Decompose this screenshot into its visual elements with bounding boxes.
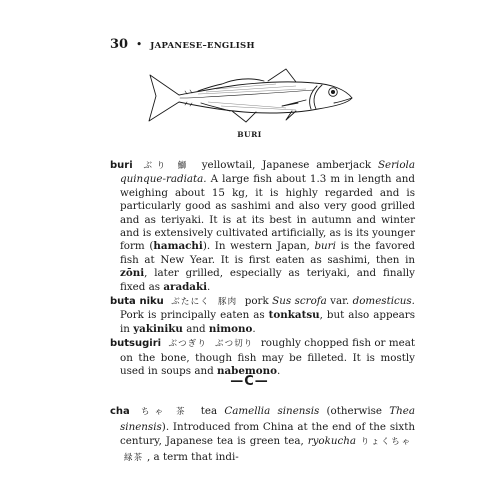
definition-text: , but also appears in bbox=[120, 309, 415, 335]
italic-term: ryokucha bbox=[307, 435, 357, 448]
definition-text: . bbox=[252, 322, 256, 335]
definition-text: ). Introduced from China at the end of the sixth century, Japanese tea is green tea, bbox=[120, 420, 415, 448]
definition-text: (otherwise bbox=[319, 405, 390, 417]
definition-text: , a term that indi- bbox=[147, 450, 239, 463]
definition-text: , later grilled, especially as teriyaki, and finally fixed as bbox=[120, 267, 415, 293]
kanji: 豚肉 bbox=[217, 297, 238, 308]
kanji: ぶつ切り bbox=[214, 339, 254, 350]
kana: ちゃ bbox=[141, 407, 168, 417]
definition-text: . bbox=[277, 365, 281, 378]
page-number: 30 bbox=[110, 37, 129, 52]
section-heading: —C— bbox=[230, 374, 269, 389]
entry-buta-niku bbox=[110, 295, 415, 336]
definition-text: Pork is principally eaten as bbox=[120, 309, 269, 322]
scientific-name: Seriola quinque-radiata. bbox=[120, 159, 415, 186]
scientific-name: Thea sinensis bbox=[120, 405, 415, 433]
cross-reference: hamachi bbox=[153, 240, 203, 253]
header-separator: • bbox=[135, 38, 143, 51]
buri-fish-illustration bbox=[146, 62, 358, 132]
definition-text: A large fish about 1.3 m in length and weighing about 15 kg, it is highly regarded and is particularly good as sashimi and also very good grilled and as teriyaki. It is at its best in autumn and winter and is extensively cultivated artificially, as is its younger form ( bbox=[120, 173, 415, 253]
entry-list-c bbox=[110, 404, 415, 465]
kanji: 鰤 bbox=[177, 161, 191, 171]
definition-text: and bbox=[182, 322, 209, 335]
headword: buta niku bbox=[110, 296, 164, 308]
running-header bbox=[110, 37, 255, 52]
entry-list bbox=[110, 159, 415, 379]
scientific-name: Sus scrofa bbox=[272, 295, 327, 308]
definition-text: yellowtail, Japanese amberjack bbox=[194, 159, 378, 171]
headword: butsugiri bbox=[110, 338, 162, 350]
definition-text: pork bbox=[241, 295, 273, 308]
kana: ぶたにく bbox=[171, 297, 210, 308]
cross-reference: aradaki bbox=[163, 280, 208, 293]
definition-text: var. bbox=[326, 295, 353, 308]
scientific-name: domesticus. bbox=[352, 295, 415, 308]
cross-reference: nimono bbox=[208, 322, 253, 335]
entry-cha bbox=[110, 404, 415, 465]
entry-buri bbox=[110, 159, 415, 294]
cross-reference: yakiniku bbox=[133, 322, 183, 335]
headword: cha bbox=[110, 406, 130, 417]
header-title: JAPANESE–ENGLISH bbox=[150, 41, 255, 51]
definition-text: . bbox=[207, 280, 211, 293]
entry-butsugiri bbox=[110, 337, 415, 378]
kana: ぶつぎり bbox=[168, 339, 207, 350]
kanji: 緑茶 bbox=[124, 452, 144, 463]
scientific-name: Camellia sinensis bbox=[224, 405, 320, 417]
cross-reference: zōni bbox=[120, 267, 145, 280]
kana: りょくちゃ bbox=[360, 437, 411, 448]
kana: ぶり bbox=[143, 161, 170, 171]
definition-text: is the favored fish at New Year. It is first eaten as sashimi, then in bbox=[120, 240, 415, 266]
definition-text: tea bbox=[193, 405, 225, 417]
definition-text: roughly chopped fish or meat on the bone, though fish may be filleted. It is mostly used in soups and bbox=[120, 337, 415, 378]
kanji: 茶 bbox=[176, 407, 190, 417]
headword: buri bbox=[110, 160, 133, 171]
italic-term: buri bbox=[314, 240, 336, 253]
cross-reference: nabemono bbox=[216, 365, 278, 378]
definition-text: ). In western Japan, bbox=[202, 240, 315, 253]
cross-reference: tonkatsu bbox=[268, 309, 320, 322]
figure-caption: BURI bbox=[237, 130, 262, 139]
